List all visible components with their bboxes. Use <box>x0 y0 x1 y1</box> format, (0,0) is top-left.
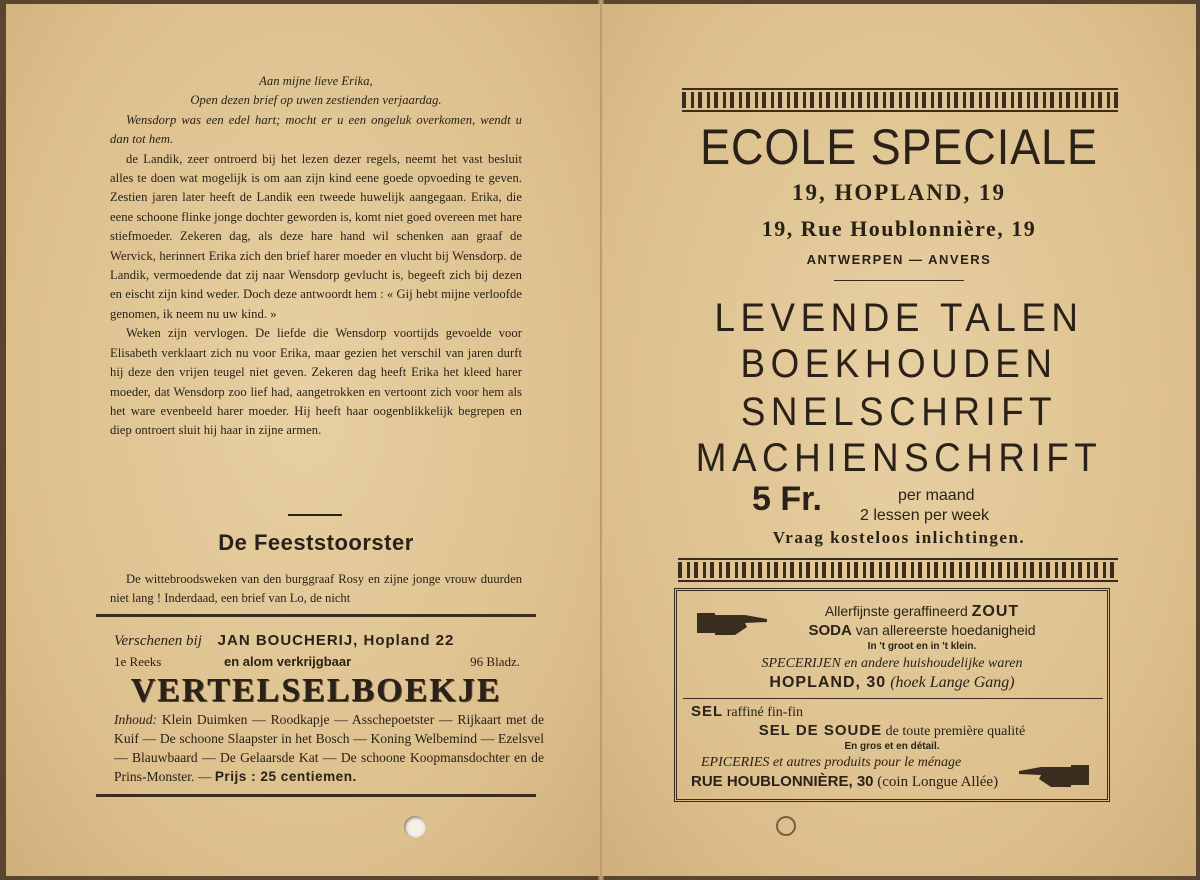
contents-text: Klein Duimken — Roodkapje — Asschepoetster — Rijkaart met de Kuif — De schoone Slaapster in het Bosch — Koning Welbemind — Ezelsvel — Blauwbaard — De Gelaarsde Kat — De schoone Koopmansdochter en de Prins-Monster. — <box>114 712 544 784</box>
epiceries-line: EPICERIES et autres produits pour le ménage <box>701 755 962 770</box>
zout-word: ZOUT <box>971 603 1020 620</box>
houblonniere-corner: (coin Longue Allée) <box>877 774 999 790</box>
price-per-month: per maand <box>898 487 975 504</box>
sel-de-soude-word: SEL DE SOUDE <box>758 722 883 739</box>
ad-rule-bottom <box>96 794 536 797</box>
subject-bookkeeping: BOEKHOUDEN <box>740 342 1058 386</box>
zout-line-1 <box>677 603 1107 621</box>
zout-desc: Allerfijnste geraffineerd <box>824 603 968 619</box>
sel-word: SEL <box>691 703 724 720</box>
section-divider <box>288 514 342 516</box>
publisher-line <box>114 632 534 650</box>
binding-hole <box>776 816 796 836</box>
story-paragraph: de Landik, zeer ontroerd bij het lezen dezer regels, neemt het vast besluit alles te doen wat mogelijk is om aan zijn kind eene goede opvoeding te geven. Zestien jaren later heeft de Landik een tweede huwelijk aangegaan. Erika, die eene schoone flinke jonge dochter geworden is, komt niet goed overeen met hare stiefmoeder. Zekeren dag, als deze hare hand wil schenken aan graaf de Wervick, herinnert Erika zich den brief harer moeder en vlucht bij Wensdorp. de Landik, vermoedende dat zij naar Wensdorp gevlucht is, begeeft zich bij dezen en eischt zijn kind weder. Doch deze antwoordt hem : « Gij hebt mijne verloofde genomen, ik neem nu uw kind. » <box>110 151 522 321</box>
inquiry-note: Vraag kosteloos inlichtingen. <box>772 528 1026 547</box>
gros-detail-note: En gros et en détail. <box>844 741 940 752</box>
verschenen-label: Verschenen bij <box>114 633 202 649</box>
sel-line <box>677 703 1107 721</box>
letter-greeting: Aan mijne lieve Erika, <box>259 74 373 88</box>
story-paragraph: De wittebroodsweken van den burggraaf Rosy en zijne jonge vrouw duurden niet lang ! Inderdaad, een brief van Lo, de nicht <box>110 572 522 606</box>
sel-de-soude-line <box>677 722 1107 740</box>
price-amount: 5 Fr. <box>752 480 822 518</box>
hopland-address <box>677 674 1107 692</box>
school-name: ECOLE SPECIALE <box>700 119 1098 175</box>
spices-line: SPECERIJEN en andere huishoudelijke waren <box>761 656 1023 671</box>
inhoud-label: Inhoud: <box>114 712 158 727</box>
ornament-border-middle <box>678 562 1118 578</box>
page-count: 96 Bladz. <box>470 654 520 669</box>
ad-rule-top <box>96 614 536 617</box>
lessons-per-week: 2 lessen per week <box>860 507 989 524</box>
binding-hole <box>404 816 426 838</box>
subject-shorthand: SNELSCHRIFT <box>740 390 1058 434</box>
houblonniere-number: RUE HOUBLONNIÈRE, 30 <box>691 773 874 790</box>
letter-line: Wensdorp was een edel hart; mocht er u een ongeluk overkomen, wendt u dan tot hem. <box>110 112 522 147</box>
title-divider <box>834 280 964 281</box>
wholesale-note: In 't groot en in 't klein. <box>867 641 977 652</box>
story-paragraph: Weken zijn vervlogen. De liefde die Wensdorp voortijds gevoelde voor Elisabeth verklaart zich nu voor Erika, maar gezien het verschil van jaren durft hij deze den vrijen teugel niet geven. Zekeren dag heeft Erika het kleed harer moeder, dat Wensdorp zoo lief had, aangetrokken en vertoont zich voor hem als het ware evenbeeld harer moeder. Hij heeft haar oogenblikkelijk begrepen en diep ontroert sluit hij haar in zijne armen. <box>110 326 522 438</box>
availability: en alom verkrijgbaar <box>224 654 352 669</box>
subject-typing: MACHIENSCHRIFT <box>695 436 1103 480</box>
price-text: Prijs : 25 centiemen. <box>214 769 357 784</box>
story-heading: De Feeststoorster <box>218 530 414 555</box>
sel-desc: raffiné fin-fin <box>726 705 804 720</box>
soda-line <box>677 622 1107 639</box>
address-houblonniere: 19, Rue Houblonnière, 19 <box>761 216 1037 241</box>
address-hopland: 19, HOPLAND, 19 <box>792 180 1006 205</box>
publisher-name: JAN BOUCHERIJ, Hopland 22 <box>217 632 455 649</box>
story-text <box>110 72 522 441</box>
soda-desc: van allereerste hoedanigheid <box>855 622 1036 638</box>
series-title: VERTELSELBOEKJE <box>130 672 502 709</box>
ornament-border-top <box>682 92 1118 108</box>
pointing-hand-left-icon <box>1017 757 1091 791</box>
reeks-label: 1e Reeks <box>114 654 162 669</box>
contents-list <box>114 710 544 786</box>
soda-word: SODA <box>808 622 852 639</box>
hopland-number: HOPLAND, 30 <box>769 674 887 691</box>
left-page <box>6 4 600 876</box>
city-name: ANTWERPEN — ANVERS <box>806 252 992 267</box>
letter-line: Open dezen brief op uwen zestienden verjaardag. <box>190 93 442 108</box>
ad-separator <box>683 698 1103 699</box>
book-advertisement <box>96 614 544 800</box>
right-page <box>602 4 1196 876</box>
subject-languages: LEVENDE TALEN <box>714 296 1084 340</box>
salt-advertisement <box>674 588 1110 802</box>
sel-de-soude-desc: de toute première qualité <box>885 724 1026 739</box>
price-details <box>860 486 989 526</box>
hopland-corner: (hoek Lange Gang) <box>890 674 1015 691</box>
series-info <box>114 654 534 670</box>
